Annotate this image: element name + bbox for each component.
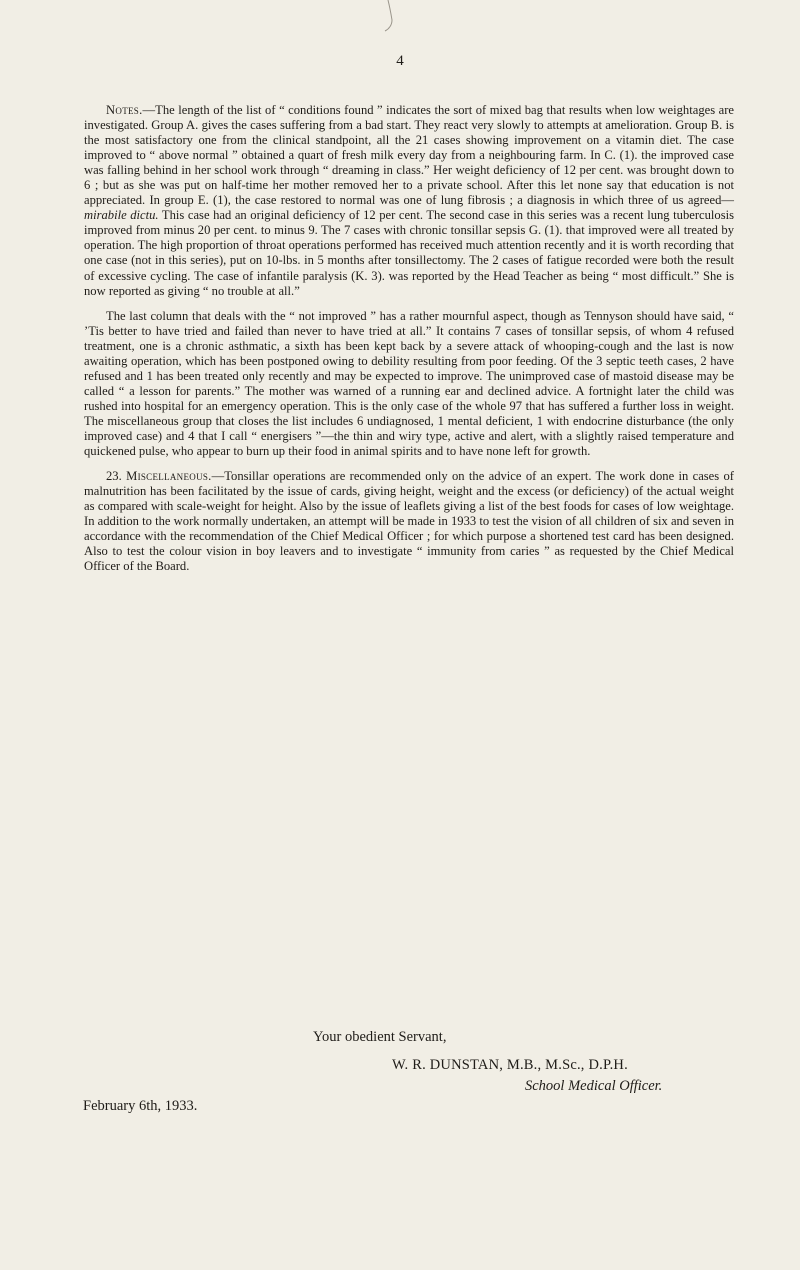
closing-salutation: Your obedient Servant, <box>313 1029 447 1045</box>
section-number: 23. <box>106 469 127 484</box>
signatory-name: W. R. DUNSTAN, M.B., M.Sc., D.P.H. <box>392 1057 628 1073</box>
paragraph-text: The last column that deals with the “ not improved ” has a rather mournful aspect, though as Tennyson should have said, “ ’Tis better to have tried and failed than never to have tried at all.” It contains 7 cases of tonsillar sepsis, of whom 4 refused treatment, one is a chronic asthmatic, a sixth has been kept back by a severe attack of whooping-cough and the last is now awaiting operation, which has been postponed owing to debility resulting from poor feeding. Of the 3 septic teeth cases, 2 have refused and 1 has been treated only recently and may be expected to improve. The unimproved case of mastoid disease may be called “ a lesson for parents.” The mother was warned of a running ear and declined advice. A fortnight later the child was rushed into hospital for an emergency operation. This is the only case of the whole 97 that has suffered a further loss in weight. The miscellaneous group that closes the list includes 6 undiagnosed, 1 mental deficient, 1 with endocrine disturbance (the only improved case) and 4 that I call “ energisers ”—the thin and wiry type, active and alert, with a slightly raised temperature and quickened pulse, who appear to burn up their food in animal spirits and to have none left for growth. <box>84 308 734 459</box>
paragraph-miscellaneous <box>84 469 734 574</box>
paragraph-text: —The length of the list of “ conditions found ” indicates the sort of mixed bag that results when low weightages are investigated. Group A. gives the cases suffering from a bad start. They react very slowly to attempts at amelioration. Group B. is the most satisfactory one from the clinical standpoint, all the 21 cases showing improvement on a vitamin diet. The case improved to “ above normal ” obtained a quart of fresh milk every day from a neighbouring farm. In C. (1). the improved case was falling behind in her school work through “ dreaming in class.” Her weight deficiency of 12 per cent. was brought down to 6 ; but as she was put on half-time her mother removed her to a private school. After this let none say that education is not appreciated. In group E. (1), the case restored to normal was one of lung fibrosis ; a diagnosis in which three of us agreed— <box>84 103 734 208</box>
latin-phrase: mirabile dictu. <box>84 208 159 223</box>
paragraph-text-continued: This case had an original deficiency of 12 per cent. The second case in this series was a recent lung tuberculosis improved from minus 20 per cent. to minus 9. The 7 cases with chronic tonsillar sepsis G. (1). that improved were all treated by operation. The high proportion of throat operations performed has received much attention recently and it is worth recording that one case (not in this series), put on 10-lbs. in 5 months after tonsillectomy. The 2 cases of fatigue recorded were both the result of excessive cycling. The case of infantile paralysis (K. 3). was reported by the Head Teacher as being “ most difficult.” She is now reported as giving “ no trouble at all.” <box>84 208 735 298</box>
paragraph-notes <box>84 103 734 299</box>
scan-artifact-mark <box>383 0 397 32</box>
signatory-title: School Medical Officer. <box>525 1078 663 1094</box>
report-body <box>84 103 734 584</box>
page-number: 4 <box>396 53 404 69</box>
paragraph-not-improved <box>84 309 734 459</box>
paragraph-heading-notes: Notes. <box>106 103 143 117</box>
letter-date: February 6th, 1933. <box>83 1098 198 1114</box>
paragraph-text: —Tonsillar operations are recommended only on the advice of an expert. The work done in cases of malnutrition has been facilitated by the issue of cards, giving height, weight and the excess (or deficiency) of the actual weight as compared with scale-weight for height. Also by the issue of leaflets giving a list of the best foods for cases of low weightage. In addition to the work normally undertaken, an attempt will be made in 1933 to test the vision of all children of six and seven in accordance with the recommendation of the Chief Medical Officer ; for which purpose a shortened test card has been designed. Also to test the colour vision in boy leavers and to investigate “ immunity from caries ” as requested by the Chief Medical Officer of the Board. <box>84 469 734 574</box>
paragraph-heading-miscellaneous: Miscellaneous. <box>126 469 212 484</box>
